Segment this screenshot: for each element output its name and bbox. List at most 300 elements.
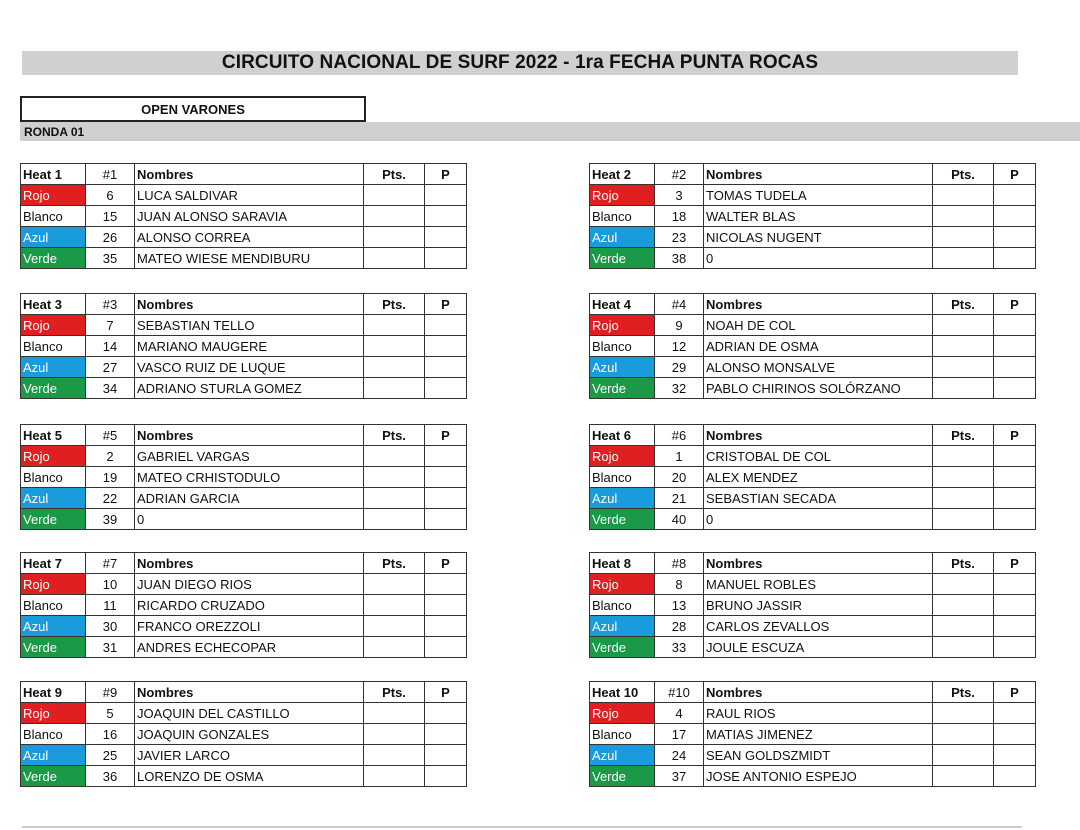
heat-table [589, 681, 1036, 787]
table-row [590, 745, 1036, 766]
points-cell [364, 509, 425, 530]
table-row [590, 248, 1036, 269]
seed-cell: 24 [655, 745, 704, 766]
names-header: Nombres [135, 294, 364, 315]
heat-header-row [21, 164, 467, 185]
table-row [21, 315, 467, 336]
position-cell [994, 315, 1036, 336]
position-cell [425, 446, 467, 467]
heat-table [20, 163, 467, 269]
jersey-color-cell: Verde [590, 766, 655, 787]
jersey-color-cell: Verde [590, 378, 655, 399]
surfer-name-cell: ALEX MENDEZ [704, 467, 933, 488]
jersey-color-cell: Blanco [21, 724, 86, 745]
points-header: Pts. [364, 425, 425, 446]
position-header: P [425, 682, 467, 703]
seed-cell: 5 [86, 703, 135, 724]
heat-label: Heat 3 [21, 294, 86, 315]
jersey-color-cell: Rojo [590, 446, 655, 467]
heat-table [589, 293, 1036, 399]
position-cell [994, 488, 1036, 509]
surfer-name-cell: ADRIAN GARCIA [135, 488, 364, 509]
position-cell [994, 446, 1036, 467]
points-cell [933, 509, 994, 530]
table-row [590, 336, 1036, 357]
jersey-color-cell: Blanco [21, 595, 86, 616]
category-label: OPEN VARONES [20, 96, 366, 122]
seed-cell: 8 [655, 574, 704, 595]
jersey-color-cell: Blanco [590, 206, 655, 227]
heat-number: #1 [86, 164, 135, 185]
points-cell [364, 315, 425, 336]
seed-cell: 4 [655, 703, 704, 724]
points-cell [364, 703, 425, 724]
table-row [21, 488, 467, 509]
table-row [590, 227, 1036, 248]
heat-header-row [590, 425, 1036, 446]
surfer-name-cell: JAVIER LARCO [135, 745, 364, 766]
seed-cell: 6 [86, 185, 135, 206]
position-cell [425, 248, 467, 269]
surfer-name-cell: CRISTOBAL DE COL [704, 446, 933, 467]
seed-cell: 23 [655, 227, 704, 248]
heat-label: Heat 9 [21, 682, 86, 703]
surfer-name-cell: ADRIAN DE OSMA [704, 336, 933, 357]
jersey-color-cell: Blanco [590, 336, 655, 357]
seed-cell: 32 [655, 378, 704, 399]
surfer-name-cell: BRUNO JASSIR [704, 595, 933, 616]
position-header: P [425, 425, 467, 446]
seed-cell: 2 [86, 446, 135, 467]
position-cell [425, 206, 467, 227]
jersey-color-cell: Blanco [590, 724, 655, 745]
surfer-name-cell: JOSE ANTONIO ESPEJO [704, 766, 933, 787]
position-cell [425, 357, 467, 378]
jersey-color-cell: Azul [21, 616, 86, 637]
heat-label: Heat 7 [21, 553, 86, 574]
table-row [590, 185, 1036, 206]
surfer-name-cell: JOAQUIN DEL CASTILLO [135, 703, 364, 724]
heat-number: #5 [86, 425, 135, 446]
position-cell [994, 766, 1036, 787]
position-cell [994, 248, 1036, 269]
position-header: P [994, 425, 1036, 446]
table-row [590, 509, 1036, 530]
points-cell [364, 248, 425, 269]
surfer-name-cell: LORENZO DE OSMA [135, 766, 364, 787]
position-cell [425, 724, 467, 745]
seed-cell: 19 [86, 467, 135, 488]
table-row [21, 616, 467, 637]
surfer-name-cell: PABLO CHIRINOS SOLÓRZANO [704, 378, 933, 399]
seed-cell: 14 [86, 336, 135, 357]
seed-cell: 33 [655, 637, 704, 658]
heat-table [589, 552, 1036, 658]
table-row [21, 206, 467, 227]
position-cell [994, 574, 1036, 595]
position-header: P [425, 164, 467, 185]
position-cell [425, 315, 467, 336]
seed-cell: 10 [86, 574, 135, 595]
position-cell [994, 616, 1036, 637]
names-header: Nombres [135, 553, 364, 574]
points-cell [364, 206, 425, 227]
surfer-name-cell: ADRIANO STURLA GOMEZ [135, 378, 364, 399]
page-title-bar [22, 51, 1018, 75]
heat-label: Heat 6 [590, 425, 655, 446]
surfer-name-cell: RAUL RIOS [704, 703, 933, 724]
heat-table [20, 552, 467, 658]
position-cell [425, 467, 467, 488]
table-row [590, 315, 1036, 336]
position-cell [994, 467, 1036, 488]
points-header: Pts. [364, 294, 425, 315]
seed-cell: 38 [655, 248, 704, 269]
names-header: Nombres [135, 425, 364, 446]
heat-table [20, 293, 467, 399]
points-cell [364, 446, 425, 467]
position-cell [994, 745, 1036, 766]
jersey-color-cell: Blanco [21, 467, 86, 488]
points-cell [364, 357, 425, 378]
jersey-color-cell: Azul [590, 745, 655, 766]
jersey-color-cell: Rojo [21, 315, 86, 336]
points-cell [364, 336, 425, 357]
table-row [590, 766, 1036, 787]
surfer-name-cell: SEBASTIAN TELLO [135, 315, 364, 336]
position-cell [425, 185, 467, 206]
table-row [21, 703, 467, 724]
heat-header-row [21, 682, 467, 703]
surfer-name-cell: NICOLAS NUGENT [704, 227, 933, 248]
table-row [21, 378, 467, 399]
table-row [590, 446, 1036, 467]
heat-label: Heat 10 [590, 682, 655, 703]
surfer-name-cell: WALTER BLAS [704, 206, 933, 227]
jersey-color-cell: Rojo [21, 185, 86, 206]
jersey-color-cell: Verde [590, 637, 655, 658]
heat-table [20, 424, 467, 530]
table-row [590, 637, 1036, 658]
table-row [590, 488, 1036, 509]
points-cell [933, 616, 994, 637]
points-cell [364, 467, 425, 488]
points-header: Pts. [933, 425, 994, 446]
table-row [21, 336, 467, 357]
position-cell [425, 488, 467, 509]
jersey-color-cell: Azul [21, 227, 86, 248]
points-cell [364, 724, 425, 745]
seed-cell: 25 [86, 745, 135, 766]
table-row [21, 574, 467, 595]
points-cell [364, 227, 425, 248]
surfer-name-cell: ALONSO CORREA [135, 227, 364, 248]
table-row [21, 745, 467, 766]
page-title: CIRCUITO NACIONAL DE SURF 2022 - 1ra FECHA PUNTA ROCAS [221, 52, 819, 73]
points-cell [933, 227, 994, 248]
seed-cell: 29 [655, 357, 704, 378]
seed-cell: 13 [655, 595, 704, 616]
surfer-name-cell: 0 [704, 248, 933, 269]
seed-cell: 3 [655, 185, 704, 206]
position-header: P [994, 682, 1036, 703]
surfer-name-cell: ANDRES ECHECOPAR [135, 637, 364, 658]
points-cell [364, 574, 425, 595]
position-cell [994, 724, 1036, 745]
points-cell [933, 745, 994, 766]
jersey-color-cell: Blanco [21, 206, 86, 227]
heat-number: #2 [655, 164, 704, 185]
jersey-color-cell: Rojo [21, 574, 86, 595]
heat-header-row [590, 682, 1036, 703]
jersey-color-cell: Azul [21, 357, 86, 378]
table-row [21, 357, 467, 378]
position-cell [425, 574, 467, 595]
points-cell [933, 467, 994, 488]
position-cell [994, 357, 1036, 378]
position-cell [425, 616, 467, 637]
points-header: Pts. [933, 682, 994, 703]
table-row [21, 248, 467, 269]
surfer-name-cell: GABRIEL VARGAS [135, 446, 364, 467]
heat-number: #4 [655, 294, 704, 315]
points-cell [364, 745, 425, 766]
points-cell [933, 637, 994, 658]
seed-cell: 12 [655, 336, 704, 357]
points-cell [364, 595, 425, 616]
heat-label: Heat 5 [21, 425, 86, 446]
seed-cell: 30 [86, 616, 135, 637]
jersey-color-cell: Blanco [590, 467, 655, 488]
seed-cell: 15 [86, 206, 135, 227]
seed-cell: 18 [655, 206, 704, 227]
heat-header-row [590, 294, 1036, 315]
jersey-color-cell: Blanco [21, 336, 86, 357]
surfer-name-cell: CARLOS ZEVALLOS [704, 616, 933, 637]
position-cell [994, 509, 1036, 530]
heat-table [589, 163, 1036, 269]
table-row [21, 509, 467, 530]
table-row [21, 766, 467, 787]
seed-cell: 21 [655, 488, 704, 509]
table-row [590, 574, 1036, 595]
surfer-name-cell: JUAN DIEGO RIOS [135, 574, 364, 595]
jersey-color-cell: Verde [590, 248, 655, 269]
jersey-color-cell: Rojo [21, 446, 86, 467]
jersey-color-cell: Azul [21, 488, 86, 509]
points-cell [933, 724, 994, 745]
points-header: Pts. [364, 164, 425, 185]
position-cell [425, 378, 467, 399]
seed-cell: 39 [86, 509, 135, 530]
seed-cell: 27 [86, 357, 135, 378]
points-cell [933, 766, 994, 787]
table-row [21, 185, 467, 206]
position-cell [425, 745, 467, 766]
points-header: Pts. [364, 682, 425, 703]
position-cell [425, 227, 467, 248]
surfer-name-cell: MATEO WIESE MENDIBURU [135, 248, 364, 269]
divider [22, 826, 1022, 828]
jersey-color-cell: Verde [21, 248, 86, 269]
position-cell [994, 206, 1036, 227]
surfer-name-cell: LUCA SALDIVAR [135, 185, 364, 206]
points-cell [364, 637, 425, 658]
surfer-name-cell: VASCO RUIZ DE LUQUE [135, 357, 364, 378]
points-cell [933, 574, 994, 595]
points-cell [364, 766, 425, 787]
surfer-name-cell: ALONSO MONSALVE [704, 357, 933, 378]
table-row [590, 206, 1036, 227]
names-header: Nombres [135, 682, 364, 703]
names-header: Nombres [704, 682, 933, 703]
names-header: Nombres [704, 425, 933, 446]
position-cell [994, 595, 1036, 616]
position-header: P [994, 164, 1036, 185]
heat-number: #8 [655, 553, 704, 574]
table-row [590, 467, 1036, 488]
jersey-color-cell: Azul [590, 488, 655, 509]
position-cell [994, 336, 1036, 357]
seed-cell: 17 [655, 724, 704, 745]
points-cell [364, 616, 425, 637]
points-header: Pts. [364, 553, 425, 574]
table-row [590, 378, 1036, 399]
seed-cell: 16 [86, 724, 135, 745]
points-cell [933, 248, 994, 269]
table-row [590, 357, 1036, 378]
position-cell [425, 637, 467, 658]
position-cell [994, 227, 1036, 248]
surfer-name-cell: MATEO CRHISTODULO [135, 467, 364, 488]
table-row [590, 616, 1036, 637]
surfer-name-cell: TOMAS TUDELA [704, 185, 933, 206]
seed-cell: 35 [86, 248, 135, 269]
seed-cell: 22 [86, 488, 135, 509]
points-cell [933, 595, 994, 616]
table-row [21, 637, 467, 658]
heat-table [589, 424, 1036, 530]
surfer-name-cell: 0 [704, 509, 933, 530]
position-cell [994, 185, 1036, 206]
surfer-name-cell: MATIAS JIMENEZ [704, 724, 933, 745]
points-cell [933, 315, 994, 336]
table-row [21, 446, 467, 467]
heat-table [20, 681, 467, 787]
jersey-color-cell: Verde [21, 509, 86, 530]
jersey-color-cell: Blanco [590, 595, 655, 616]
position-cell [425, 595, 467, 616]
jersey-color-cell: Rojo [21, 703, 86, 724]
position-header: P [994, 294, 1036, 315]
names-header: Nombres [135, 164, 364, 185]
seed-cell: 34 [86, 378, 135, 399]
seed-cell: 20 [655, 467, 704, 488]
position-header: P [425, 294, 467, 315]
heat-number: #3 [86, 294, 135, 315]
heat-number: #10 [655, 682, 704, 703]
seed-cell: 37 [655, 766, 704, 787]
heat-header-row [590, 553, 1036, 574]
points-header: Pts. [933, 553, 994, 574]
points-cell [364, 185, 425, 206]
surfer-name-cell: JOAQUIN GONZALES [135, 724, 364, 745]
position-cell [425, 703, 467, 724]
position-cell [994, 378, 1036, 399]
heat-number: #9 [86, 682, 135, 703]
jersey-color-cell: Rojo [590, 185, 655, 206]
heat-number: #6 [655, 425, 704, 446]
seed-cell: 9 [655, 315, 704, 336]
heat-label: Heat 2 [590, 164, 655, 185]
surfer-name-cell: MANUEL ROBLES [704, 574, 933, 595]
table-row [21, 595, 467, 616]
seed-cell: 1 [655, 446, 704, 467]
position-cell [994, 637, 1036, 658]
heat-number: #7 [86, 553, 135, 574]
position-cell [425, 766, 467, 787]
table-row [21, 467, 467, 488]
seed-cell: 36 [86, 766, 135, 787]
heat-header-row [590, 164, 1036, 185]
heat-label: Heat 1 [21, 164, 86, 185]
names-header: Nombres [704, 294, 933, 315]
seed-cell: 31 [86, 637, 135, 658]
surfer-name-cell: JOULE ESCUZA [704, 637, 933, 658]
points-cell [933, 446, 994, 467]
jersey-color-cell: Verde [21, 378, 86, 399]
jersey-color-cell: Verde [21, 637, 86, 658]
points-cell [364, 378, 425, 399]
jersey-color-cell: Azul [590, 616, 655, 637]
round-label: RONDA 01 [20, 122, 1080, 141]
points-cell [933, 488, 994, 509]
surfer-name-cell: RICARDO CRUZADO [135, 595, 364, 616]
jersey-color-cell: Azul [590, 227, 655, 248]
points-cell [933, 703, 994, 724]
seed-cell: 28 [655, 616, 704, 637]
surfer-name-cell: 0 [135, 509, 364, 530]
position-cell [425, 336, 467, 357]
points-cell [933, 185, 994, 206]
table-row [590, 703, 1036, 724]
surfer-name-cell: SEAN GOLDSZMIDT [704, 745, 933, 766]
heat-header-row [21, 294, 467, 315]
surfer-name-cell: SEBASTIAN SECADA [704, 488, 933, 509]
jersey-color-cell: Azul [21, 745, 86, 766]
seed-cell: 7 [86, 315, 135, 336]
jersey-color-cell: Verde [21, 766, 86, 787]
jersey-color-cell: Verde [590, 509, 655, 530]
names-header: Nombres [704, 553, 933, 574]
heat-label: Heat 8 [590, 553, 655, 574]
table-row [590, 595, 1036, 616]
position-cell [994, 703, 1036, 724]
jersey-color-cell: Rojo [590, 574, 655, 595]
table-row [21, 724, 467, 745]
jersey-color-cell: Azul [590, 357, 655, 378]
surfer-name-cell: MARIANO MAUGERE [135, 336, 364, 357]
seed-cell: 26 [86, 227, 135, 248]
points-header: Pts. [933, 164, 994, 185]
heat-header-row [21, 553, 467, 574]
surfer-name-cell: FRANCO OREZZOLI [135, 616, 364, 637]
position-header: P [425, 553, 467, 574]
position-header: P [994, 553, 1036, 574]
names-header: Nombres [704, 164, 933, 185]
points-cell [933, 336, 994, 357]
jersey-color-cell: Rojo [590, 315, 655, 336]
